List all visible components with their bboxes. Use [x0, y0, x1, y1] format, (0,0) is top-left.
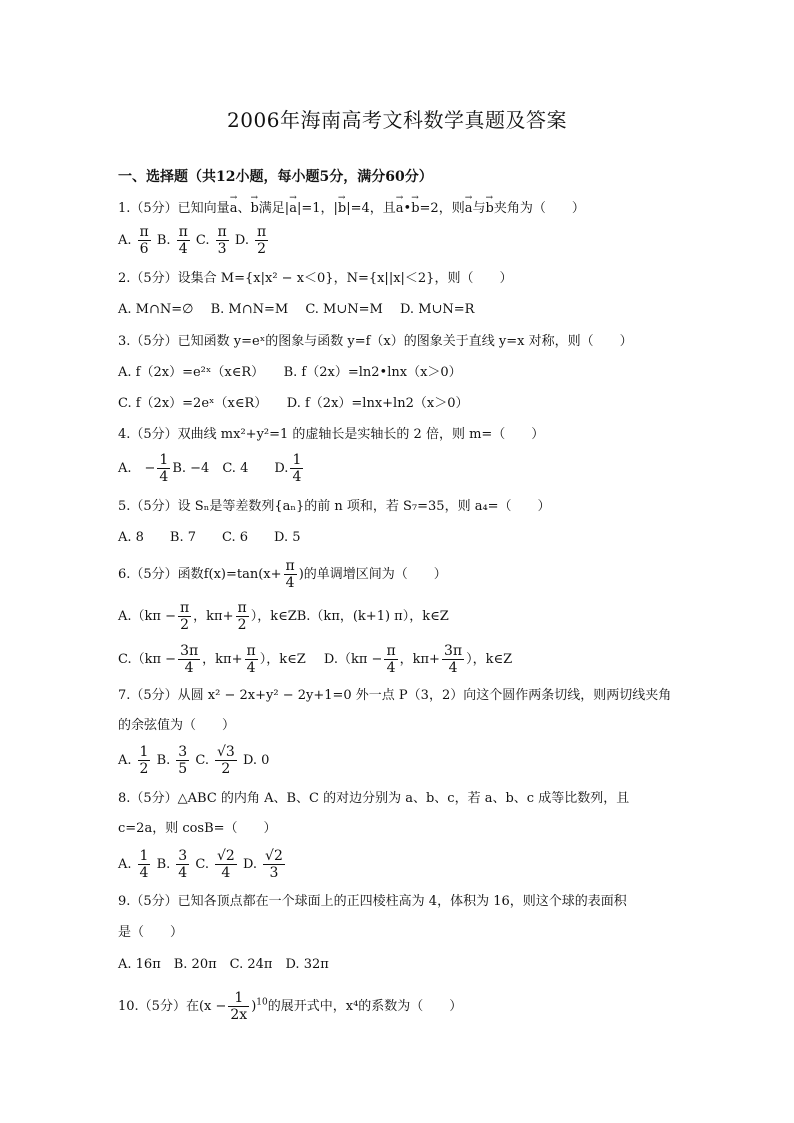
- fraction: $\frac{\pi}{2}$: [179, 600, 190, 633]
- question-1-options: A. $\frac{\pi}{6}$ B. $\frac{\pi}{4}$ C. $\frac{\pi}{3}$ D. $\frac{\pi}{2}$: [118, 224, 267, 257]
- fraction: $\frac{3}{5}$: [178, 744, 188, 777]
- fraction: $\frac{3}{4}$: [178, 848, 188, 881]
- fraction: $\frac{√2}{4}$: [216, 848, 235, 881]
- fraction: $\frac{\pi}{4}$: [246, 643, 256, 676]
- question-8: 8.（5分）△ABC 的内角 A、B、C 的对边分别为 a、b、c，若 a、b、c 成等比数列，且: [118, 791, 630, 806]
- fraction: $\frac{1}{2x}$: [230, 990, 248, 1023]
- fraction: $\frac{\pi}{4}$: [285, 558, 295, 591]
- question-4-options: A. − $\frac{1}{4}$ B. −4 C. 4 D. $\frac{1}{4}$: [118, 452, 302, 485]
- fraction: $\frac{1}{4}$: [139, 848, 149, 881]
- fraction: $\frac{\pi}{6}$: [139, 224, 149, 257]
- fraction: $\frac{√3}{2}$: [216, 744, 235, 777]
- question-3-options-cd: C. f（2x）=2eˣ（x∈R） D. f（2x）=lnx+ln2（x＞0）: [118, 396, 469, 411]
- question-6: 6.（5分）函数f(x)=tan(x+ $\frac{\pi}{4}$ )的单调增区间为（ ）: [118, 558, 447, 591]
- question-9-options: A. 16π B. 20π C. 24π D. 32π: [118, 957, 329, 972]
- fraction: $\frac{\pi}{3}$: [217, 224, 227, 257]
- question-8-cont: c=2a，则 cosB=（ ）: [118, 821, 277, 836]
- fraction: $\frac{\pi}{2}$: [237, 600, 247, 633]
- fraction: $\frac{1}{4}$: [292, 452, 302, 485]
- question-10: 10.（5分）在(x − $\frac{1}{2x}$ )$^{10}$的展开式中，x⁴的系数为（ ）: [118, 990, 463, 1023]
- fraction: $\frac{√2}{3}$: [265, 848, 283, 881]
- fraction: $\frac{3\pi}{4}$: [443, 643, 463, 676]
- question-9: 9.（5分）已知各顶点都在一个球面上的正四棱柱高为 4，体积为 16，则这个球的表面积: [118, 894, 627, 909]
- question-5-options: A. 8 B. 7 C. 6 D. 5: [118, 530, 301, 545]
- fraction: $\frac{\pi}{4}$: [386, 643, 396, 676]
- fraction: $\frac{\pi}{4}$: [178, 224, 188, 257]
- question-4: 4.（5分）双曲线 mx²+y²=1 的虚轴长是实轴长的 2 倍，则 m=（ ）: [118, 427, 545, 442]
- question-3: 3.（5分）已知函数 y=eˣ的图象与函数 y=f（x）的图象关于直线 y=x 对称，则（ ）: [118, 334, 633, 349]
- question-8-options: A. $\frac{1}{4}$ B. $\frac{3}{4}$ C. $\frac{√2}{4}$ D. $\frac{√2}{3}$: [118, 848, 283, 881]
- section-heading: 一、选择题（共12小题，每小题5分，满分60分）: [118, 169, 433, 185]
- question-2-options: A. M∩N=∅ B. M∩N=M C. M∪N=M D. M∪N=R: [118, 302, 475, 317]
- fraction: $\frac{\pi}{2}$: [256, 224, 267, 257]
- fraction: $\frac{1}{2}$: [139, 744, 149, 777]
- fraction: $\frac{1}{4}$: [159, 452, 169, 485]
- document-title: 2006年海南高考文科数学真题及答案: [227, 108, 567, 132]
- question-1: 1.（5分）已知向量→ a、→ b满足|→ a|=1，|→ b|=4，且→ a•→ b=2，则→ a与→ b夹角为（ ）: [118, 199, 585, 219]
- question-7: 7.（5分）从圆 x² − 2x+y² − 2y+1=0 外一点 P（3，2）向这个圆作两条切线，则两切线夹角: [118, 688, 672, 703]
- question-3-options-ab: A. f（2x）=e²ˣ（x∈R） B. f（2x）=ln2•lnx（x＞0）: [118, 365, 462, 380]
- fraction: $\frac{3\pi}{4}$: [180, 643, 199, 676]
- question-5: 5.（5分）设 Sₙ是等差数列{aₙ}的前 n 项和，若 S₇=35，则 a₄=（ ）: [118, 499, 551, 514]
- question-2: 2.（5分）设集合 M={x|x² − x＜0}，N={x||x|＜2}，则（ ）: [118, 271, 513, 286]
- question-9-cont: 是（ ）: [118, 925, 184, 940]
- question-7-options: A. $\frac{1}{2}$ B. $\frac{3}{5}$ C. $\frac{√3}{2}$ D. 0: [118, 744, 270, 777]
- question-6-options-cd: C.（kπ − $\frac{3\pi}{4}$ ，kπ+ $\frac{\pi}{4}$ ），k∈Z D.（kπ − $\frac{\pi}{4}$ ，kπ+ $\frac{3\pi}{4}$ ），k∈Z: [118, 643, 513, 676]
- question-7-cont: 的余弦值为（ ）: [118, 718, 236, 733]
- question-6-options-ab: A.（kπ − $\frac{\pi}{2}$ ，kπ+ $\frac{\pi}{2}$ ），k∈ZB.（kπ，(k+1) π），k∈Z: [118, 600, 449, 633]
